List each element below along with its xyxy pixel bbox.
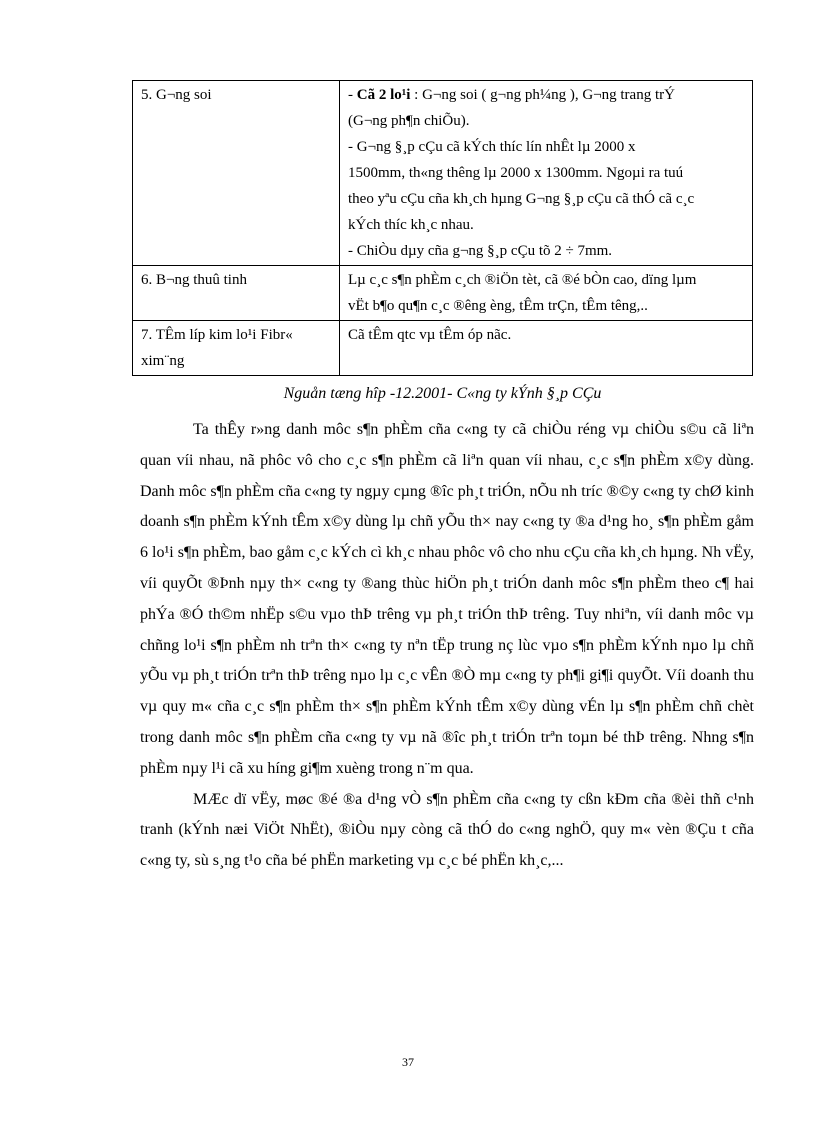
product-description-cell [340, 266, 753, 321]
table-source-caption: Nguån tæng hîp -12.2001- C«ng ty kÝnh §¸p CÇu [283, 385, 602, 402]
description-line: vËt b¶o qu¶n c¸c ®êng èng, tÊm trÇn, tÊm têng,.. [348, 298, 648, 314]
table-row [133, 321, 753, 376]
product-name: 5. G¬ng soi [141, 87, 212, 103]
table-row [133, 81, 753, 266]
body-text [140, 415, 754, 877]
product-name-cell [133, 81, 340, 266]
product-name-cell [133, 266, 340, 321]
product-description-cell [340, 321, 753, 376]
description-line: Lµ c¸c s¶n phÈm c¸ch ®iÖn tèt, cã ®é bÒn cao, dïng lµm [348, 272, 697, 288]
description-line: Cã tÊm qtc vµ tÊm óp nãc. [348, 327, 512, 343]
product-description-cell [340, 81, 753, 266]
description-text: : G¬ng soi ( g¬ng ph¼ng ), G¬ng trang trÝ [410, 87, 675, 103]
product-name-continuation: xim¨ng [141, 353, 185, 369]
table-row [133, 266, 753, 321]
description-bold-label: Cã 2 lo¹i [356, 87, 411, 103]
description-line: 1500mm, th«ng thêng lµ 2000 x 1300mm. Ngoµi ra tuú [348, 165, 684, 181]
description-prefix: - [348, 87, 357, 103]
product-name: 6. B¬ng thuû tinh [141, 272, 247, 288]
page-number: 37 [402, 1055, 414, 1069]
description-line: - G¬ng §¸p cÇu cã kÝch thíc lín nhÊt lµ 2000 x [348, 139, 636, 155]
description-line [348, 82, 744, 108]
description-line: kÝch thíc kh¸c nhau. [348, 217, 474, 233]
description-line: - ChiÒu dµy cña g¬ng §¸p cÇu tõ 2 ÷ 7mm. [348, 243, 613, 259]
paragraph: Ta thÊy r»ng danh môc s¶n phÈm cña c«ng ty cã chiÒu réng vµ chiÒu s©u cã liªn quan víi nhau, nã phôc vô cho c¸c s¶n phÈm cã liªn quan víi nhau, c¸c s¶n phÈm x©y dùng. Danh môc s¶n phÈm cña c«ng ty ngµy cµng ®îc ph¸t triÓn, nÕu nh tríc ®©y c«ng ty chØ kinh doanh s¶n phÈm kÝnh tÊm x©y dùng lµ chñ yÕu th× nay c«ng ty ®a d¹ng ho¸ s¶n phÈm gåm 6 lo¹i s¶n phÈm, bao gåm c¸c kÝch cì kh¸c nhau phôc vô cho nhu cÇu cña kh¸ch hµng. Nh vËy, víi quyÕt ®Þnh nµy th× c«ng ty ®ang thùc hiÖn ph¸t triÓn danh môc s¶n phÈm theo c¶ hai phÝa ®Ó th©m nhËp s©u vµo thÞ trêng vµ ph¸t triÓn thÞ trêng. Tuy nhiªn, víi danh môc vµ chñng lo¹i s¶n phÈm nh trªn th× c«ng ty nªn tËp trung nç lùc vµo s¶n phÈm kÝnh nµo lµ chñ yÕu vµ ph¸t triÓn trªn thÞ trêng nµo lµ c¸c vÊn ®Ò mµ c«ng ty ph¶i gi¶i quyÕt. Víi doanh thu vµ quy m« cña c¸c s¶n phÈm th× s¶n phÈm kÝnh tÊm x©y dùng vÉn lµ s¶n phÈm chñ chèt trong danh môc s¶n phÈm cña c«ng ty vµ nã ®îc ph¸t triÓn trªn toµn bé thÞ trêng. Nhng s¶n phÈm nµy l¹i cã xu híng gi¶m xuèng trong n¨m qua. [140, 421, 754, 777]
product-name: 7. TÊm líp kim lo¹i Fibr« [141, 327, 293, 343]
description-line: (G¬ng ph¶n chiÕu). [348, 113, 470, 129]
paragraph: MÆc dï vËy, møc ®é ®a d¹ng vÒ s¶n phÈm cña c«ng ty cßn kÐm cña ®èi thñ c¹nh tranh (kÝnh næi ViÖt NhËt), ®iÒu nµy còng cã thÓ do c«ng nghÖ, quy m« vèn ®Çu t cña c«ng ty, sù s¸ng t¹o cña bé phËn marketing vµ c¸c bé phËn kh¸c,... [140, 790, 754, 870]
product-name-cell [133, 321, 340, 376]
product-table [132, 80, 753, 376]
description-line: theo yªu cÇu cña kh¸ch hµng G¬ng §¸p cÇu cã thÓ cã c¸c [348, 191, 695, 207]
